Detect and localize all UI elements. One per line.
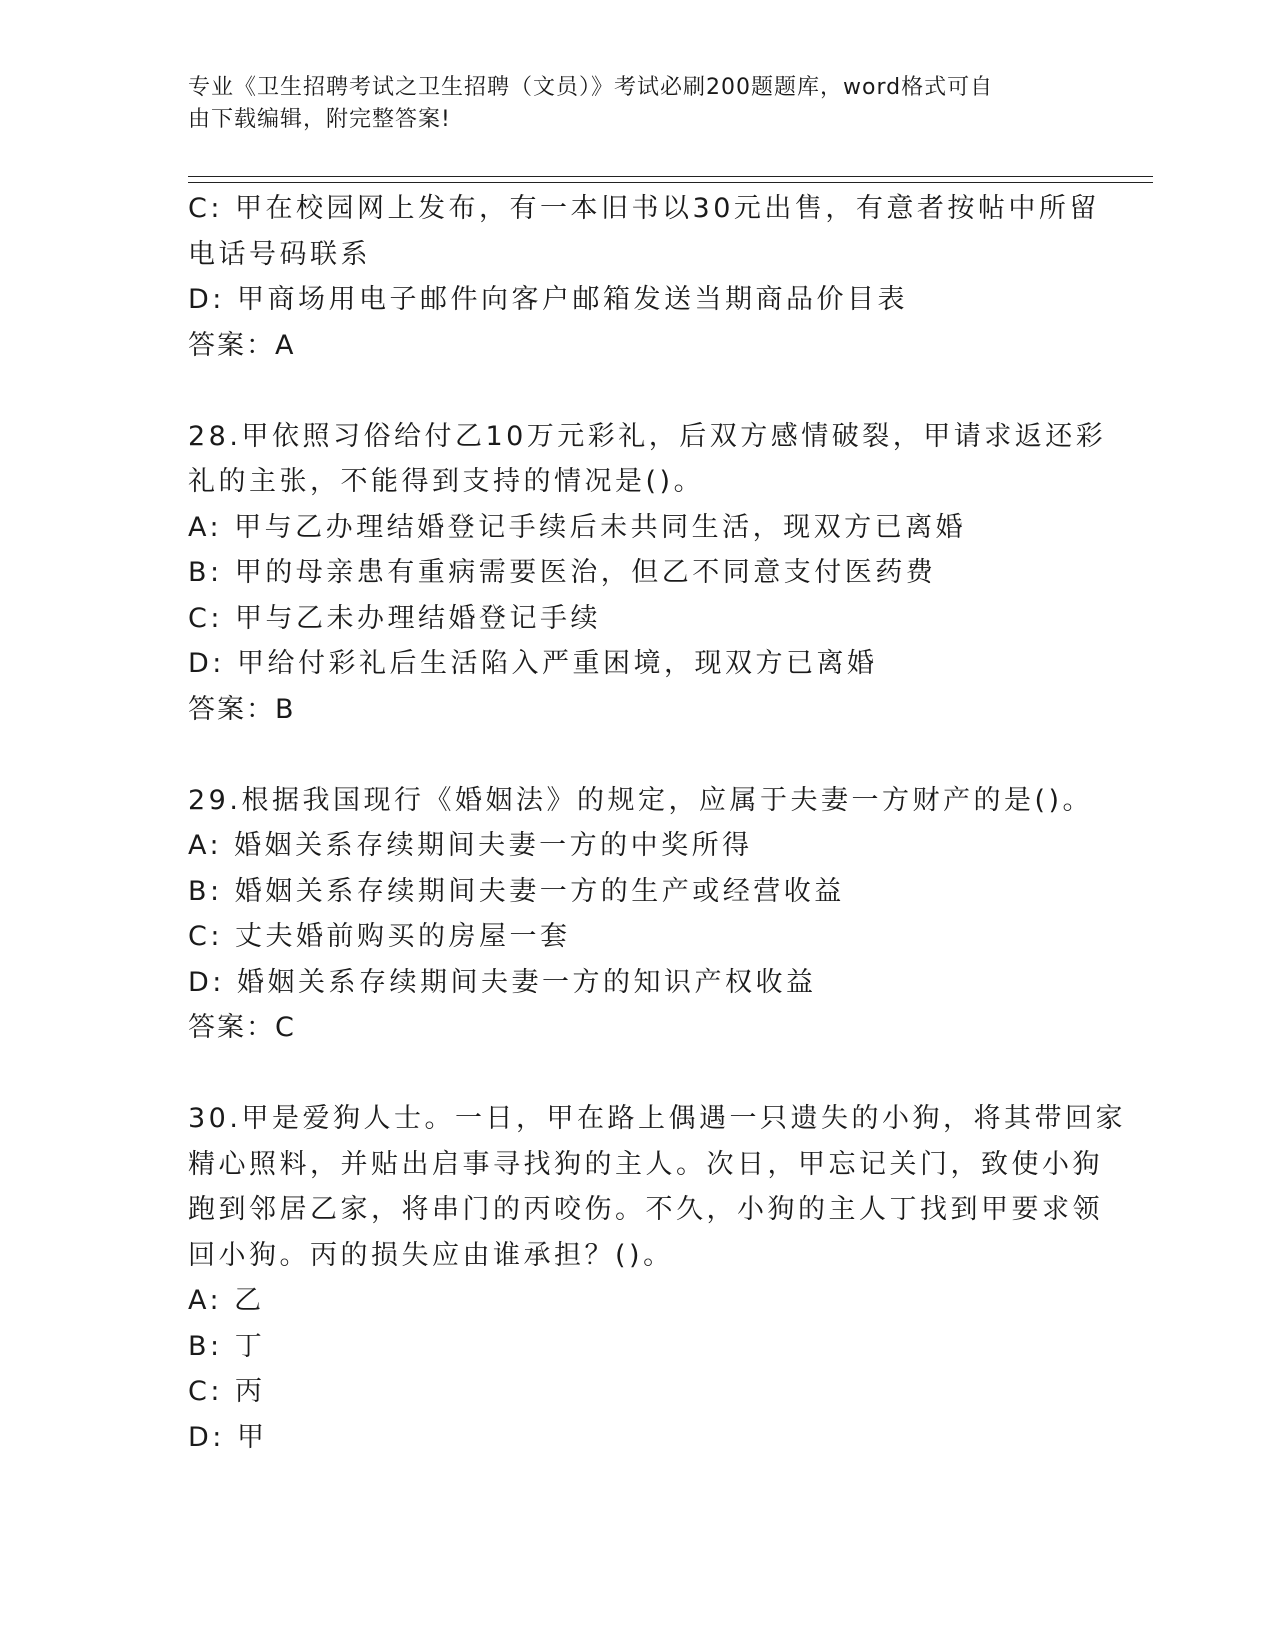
q28-question-line-1: 28.甲依照习俗给付乙10万元彩礼，后双方感情破裂，甲请求返还彩 [188,420,1107,452]
q30-question-line-1: 30.甲是爱狗人士。一日，甲在路上偶遇一只遗失的小狗，将其带回家 [188,1103,1126,1134]
q30-question-line-4: 回小狗。丙的损失应由谁承担？()。 [188,1239,674,1271]
q29-option-b: B: 婚姻关系存续期间夫妻一方的生产或经营收益 [188,875,845,907]
header-line-2: 由下载编辑，附完整答案! [188,107,451,132]
q30-option-a: A: 乙 [188,1285,265,1316]
q28-option-a: A: 甲与乙办理结婚登记手续后未共同生活，现双方已离婚 [188,511,967,543]
q30-question-line-2: 精心照料，并贴出启事寻找狗的主人。次日，甲忘记关门，致使小狗 [188,1148,1103,1180]
q29-answer: 答案：C [188,1012,296,1043]
q27-option-d: D: 甲商场用电子邮件向客户邮箱发送当期商品价目表 [188,284,908,315]
question-body [188,186,1126,1460]
q28-question-line-2: 礼的主张，不能得到支持的情况是()。 [188,466,705,497]
q27-answer: 答案：A [188,329,296,361]
q30-option-c: C: 丙 [188,1376,266,1407]
q29-option-a: A: 婚姻关系存续期间夫妻一方的中奖所得 [188,830,753,861]
spacer [188,732,1088,778]
header-divider-top [188,176,1153,177]
q30-option-d: D: 甲 [188,1421,268,1453]
spacer [188,1051,1088,1097]
q28-option-c: C: 甲与乙未办理结婚登记手续 [188,602,602,634]
q29-option-c: C: 丈夫婚前购买的房屋一套 [188,921,571,952]
q29-question-line-1: 29.根据我国现行《婚姻法》的规定，应属于夫妻一方财产的是()。 [188,784,1094,816]
q28-answer: 答案：B [188,693,296,725]
header-divider-bottom [188,182,1153,183]
q28-option-d: D: 甲给付彩礼后生活陷入严重困境，现双方已离婚 [188,648,878,679]
q29-option-d: D: 婚姻关系存续期间夫妻一方的知识产权收益 [188,966,817,998]
spacer [188,368,1088,414]
q30-question-line-3: 跑到邻居乙家，将串门的丙咬伤。不久，小狗的主人丁找到甲要求领 [188,1194,1103,1225]
q30-option-b: B: 丁 [188,1330,266,1362]
page-header [188,72,1068,136]
q27-option-c-line-1: C: 甲在校园网上发布，有一本旧书以30元出售，有意者按帖中所留 [188,193,1100,224]
q27-option-c-line-2: 电话号码联系 [188,238,371,270]
q28-option-b: B: 甲的母亲患有重病需要医治，但乙不同意支付医药费 [188,557,937,588]
header-line-1: 专业《卫生招聘考试之卫生招聘（文员）》考试必刷200题题库，word格式可自 [188,75,994,100]
